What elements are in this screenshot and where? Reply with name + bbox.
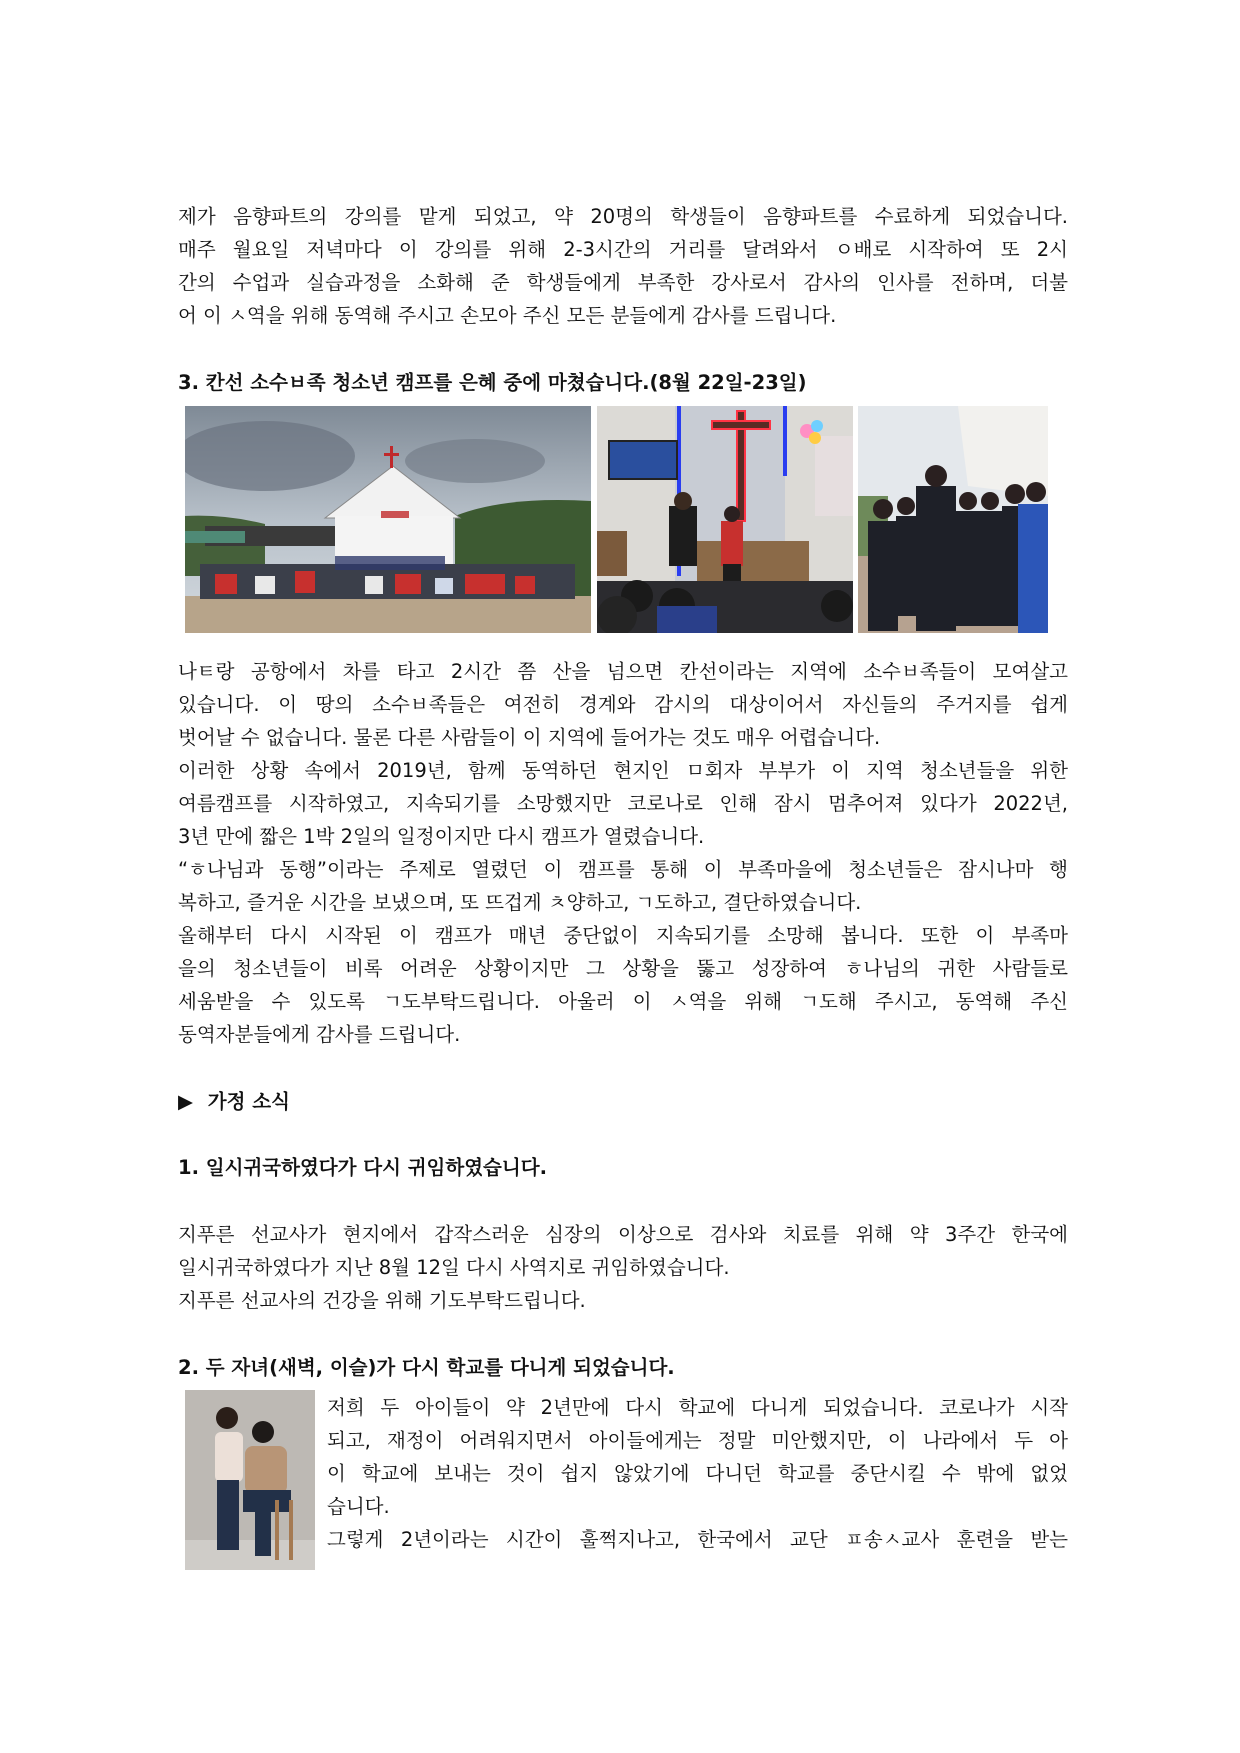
worship-stage-photo bbox=[597, 406, 853, 633]
section-3-line: 벗어날 수 없습니다. 물론 다른 사람들이 이 지역에 들어가는 것도 매우 어렵습니다. bbox=[178, 726, 881, 749]
intro-line: 매주 월요일 저녁마다 이 강의를 위해 2-3시간의 거리를 달려와서 ㅇ배로 시작하여 또 2시 bbox=[178, 238, 1068, 261]
section-3-line: 을의 청소년들이 비록 어려운 상황이지만 그 상황을 뚫고 성장하여 ㅎ나님의 귀한 사람들로 bbox=[178, 957, 1068, 980]
intro-line: 제가 음향파트의 강의를 맡게 되었고, 약 20명의 학생들이 음향파트를 수료하게 되었습니다. bbox=[178, 205, 1068, 228]
intro-line: 간의 수업과 실습과정을 소화해 준 학생들에게 부족한 강사로서 감사의 인사를 전하며, 더불 bbox=[178, 271, 1068, 294]
section-3-line: 여름캠프를 시작하였고, 지속되기를 소망했지만 코로나로 인해 잠시 멈추어져 있다가 2022년, bbox=[178, 792, 1068, 815]
family-item-2-line: 습니다. bbox=[327, 1495, 390, 1518]
church-group-photo bbox=[185, 406, 591, 633]
children-portrait-photo bbox=[185, 1390, 315, 1570]
family-news-heading bbox=[178, 1085, 1068, 1118]
triangle-marker-icon: ▶ bbox=[178, 1090, 193, 1113]
intro-line: 어 이 ㅅ역을 위해 동역해 주시고 손모아 주신 모든 분들에게 감사를 드립니다. bbox=[178, 304, 837, 327]
family-item-2-line: 이 학교에 보내는 것이 쉽지 않았기에 다니던 학교를 중단시킬 수 밖에 없었 bbox=[327, 1462, 1068, 1485]
family-item-1-line: 지푸른 선교사가 현지에서 갑작스러운 심장의 이상으로 검사와 치료를 위해 약 3주간 한국에 bbox=[178, 1223, 1068, 1246]
section-3-heading: 3. 칸선 소수ㅂ족 청소년 캠프를 은혜 중에 마쳤습니다.(8월 22일-23일) bbox=[178, 371, 807, 394]
family-item-1-line: 일시귀국하였다가 지난 8월 12일 다시 사역지로 귀임하였습니다. bbox=[178, 1256, 730, 1279]
youth-group-photo bbox=[858, 406, 1048, 633]
family-item-2-heading: 2. 두 자녀(새벽, 이슬)가 다시 학교를 다니게 되었습니다. bbox=[178, 1356, 675, 1379]
section-3-line: 세움받을 수 있도록 ㄱ도부탁드립니다. 아울러 이 ㅅ역을 위해 ㄱ도해 주시고, 동역해 주신 bbox=[178, 990, 1068, 1013]
family-item-1-line: 지푸른 선교사의 건강을 위해 기도부탁드립니다. bbox=[178, 1289, 586, 1312]
family-item-2-line: 되고, 재정이 어려워지면서 아이들에게는 정말 미안했지만, 이 나라에서 두 아 bbox=[327, 1429, 1068, 1452]
section-3-line: 3년 만에 짧은 1박 2일의 일정이지만 다시 캠프가 열렸습니다. bbox=[178, 825, 705, 848]
section-3-line: 있습니다. 이 땅의 소수ㅂ족들은 여전히 경계와 감시의 대상이어서 자신들의 주거지를 쉽게 bbox=[178, 693, 1068, 716]
family-item-2-line: 저희 두 아이들이 약 2년만에 다시 학교에 다니게 되었습니다. 코로나가 시작 bbox=[327, 1396, 1068, 1419]
section-3-line: 복하고, 즐거운 시간을 보냈으며, 또 뜨겁게 ㅊ양하고, ㄱ도하고, 결단하였습니다. bbox=[178, 891, 862, 914]
section-3-line: “ㅎ나님과 동행”이라는 주제로 열렸던 이 캠프를 통해 이 부족마을에 청소년들은 잠시나마 행 bbox=[178, 858, 1068, 881]
section-3-line: 나ㅌ랑 공항에서 차를 타고 2시간 쯤 산을 넘으면 칸선이라는 지역에 소수ㅂ족들이 모여살고 bbox=[178, 660, 1068, 683]
section-3-line: 이러한 상황 속에서 2019년, 함께 동역하던 현지인 ㅁ회자 부부가 이 지역 청소년들을 위한 bbox=[178, 759, 1068, 782]
section-3-line: 올해부터 다시 시작된 이 캠프가 매년 중단없이 지속되기를 소망해 봅니다. 또한 이 부족마 bbox=[178, 924, 1068, 947]
family-item-2-line: 그렇게 2년이라는 시간이 훌쩍지나고, 한국에서 교단 ㅍ송ㅅ교사 훈련을 받는 bbox=[327, 1528, 1068, 1551]
section-3-line: 동역자분들에게 감사를 드립니다. bbox=[178, 1023, 461, 1046]
family-news-title: 가정 소식 bbox=[207, 1090, 290, 1113]
family-item-1-heading: 1. 일시귀국하였다가 다시 귀임하였습니다. bbox=[178, 1156, 547, 1179]
